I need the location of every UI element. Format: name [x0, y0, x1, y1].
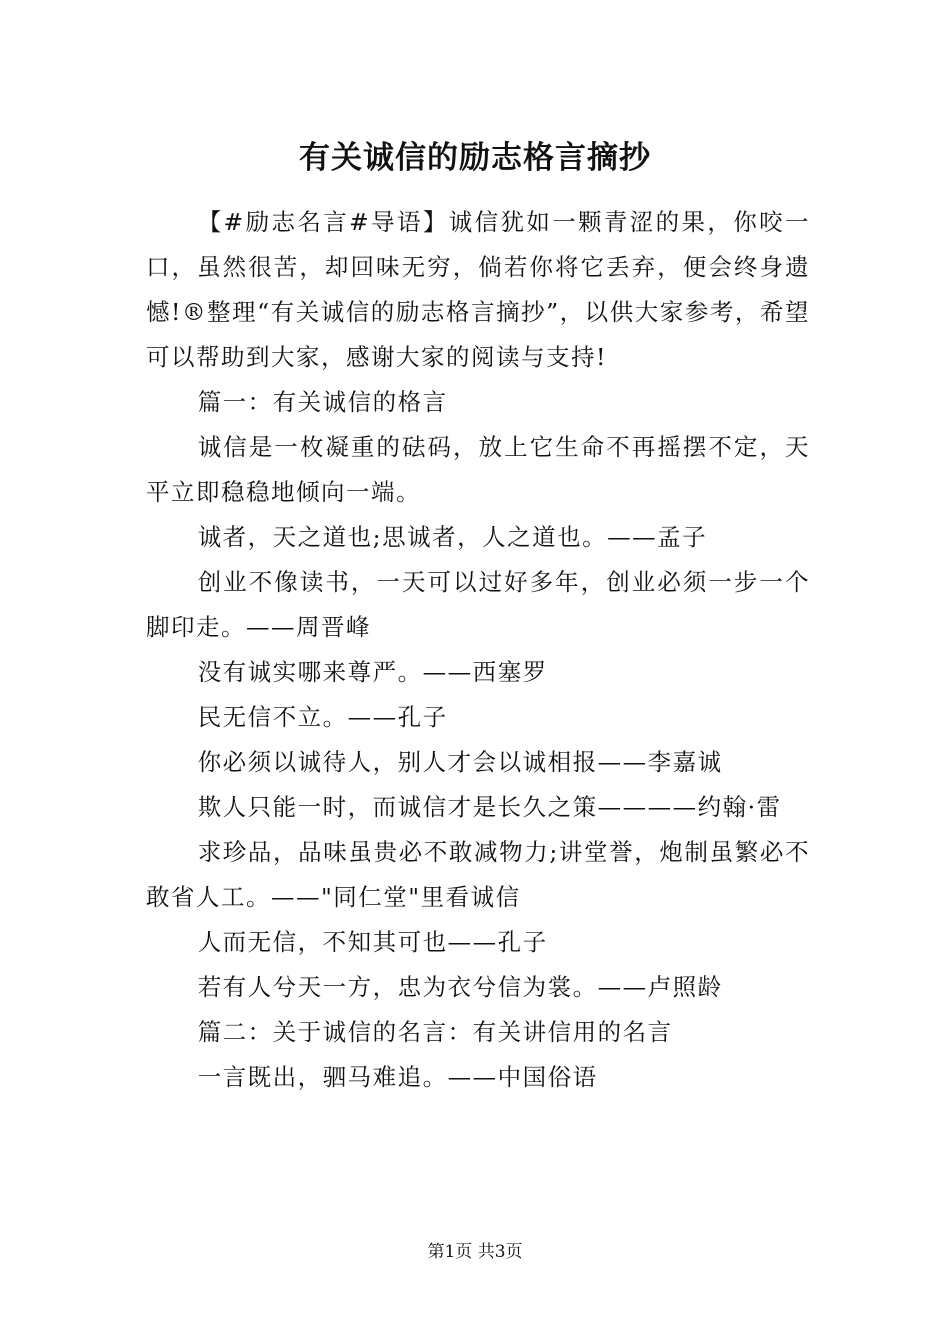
quote-paragraph: 欺人只能一时，而诚信才是长久之策————约翰·雷: [197, 793, 782, 821]
quote-paragraph: 没有诚实哪来尊严。——西塞罗: [197, 658, 548, 686]
quote-paragraph: 若有人兮天一方，忠为衣兮信为裳。——卢照龄: [197, 973, 723, 1001]
document-body: [146, 200, 810, 1100]
quote-paragraph: 你必须以诚待人，别人才会以诚相报——李嘉诚: [197, 748, 723, 776]
quote-paragraph: 诚者，天之道也;思诚者，人之道也。——孟子: [197, 523, 708, 551]
section-heading-1: 篇一：有关诚信的格言: [197, 388, 448, 416]
quote-paragraph: 民无信不立。——孔子: [197, 703, 448, 731]
document-title: 有关诚信的励志格言摘抄: [299, 140, 651, 176]
page-footer: 第1页 共3页: [427, 1242, 523, 1262]
quote-paragraph: 求珍品，品味虽贵必不敢减物力;讲堂誉，炮制虽繁必不敢省人工。——"同仁堂"里看诚信: [146, 838, 810, 911]
intro-paragraph: 【#励志名言#导语】诚信犹如一颗青涩的果，你咬一口，虽然很苦，却回味无穷，倘若你将它丢弃，便会终身遗憾!®整理“有关诚信的励志格言摘抄”，以供大家参考，希望可以帮助到大家，感谢大家的阅读与支持!: [146, 208, 810, 371]
quote-paragraph: 人而无信，不知其可也——孔子: [197, 928, 548, 956]
section-heading-2: 篇二：关于诚信的名言：有关讲信用的名言: [197, 1018, 673, 1046]
quote-paragraph: 诚信是一枚凝重的砝码，放上它生命不再摇摆不定，天平立即稳稳地倾向一端。: [146, 433, 810, 506]
quote-paragraph: 一言既出，驷马难追。——中国俗语: [197, 1063, 598, 1091]
quote-paragraph: 创业不像读书，一天可以过好多年，创业必须一步一个脚印走。——周晋峰: [146, 568, 810, 641]
